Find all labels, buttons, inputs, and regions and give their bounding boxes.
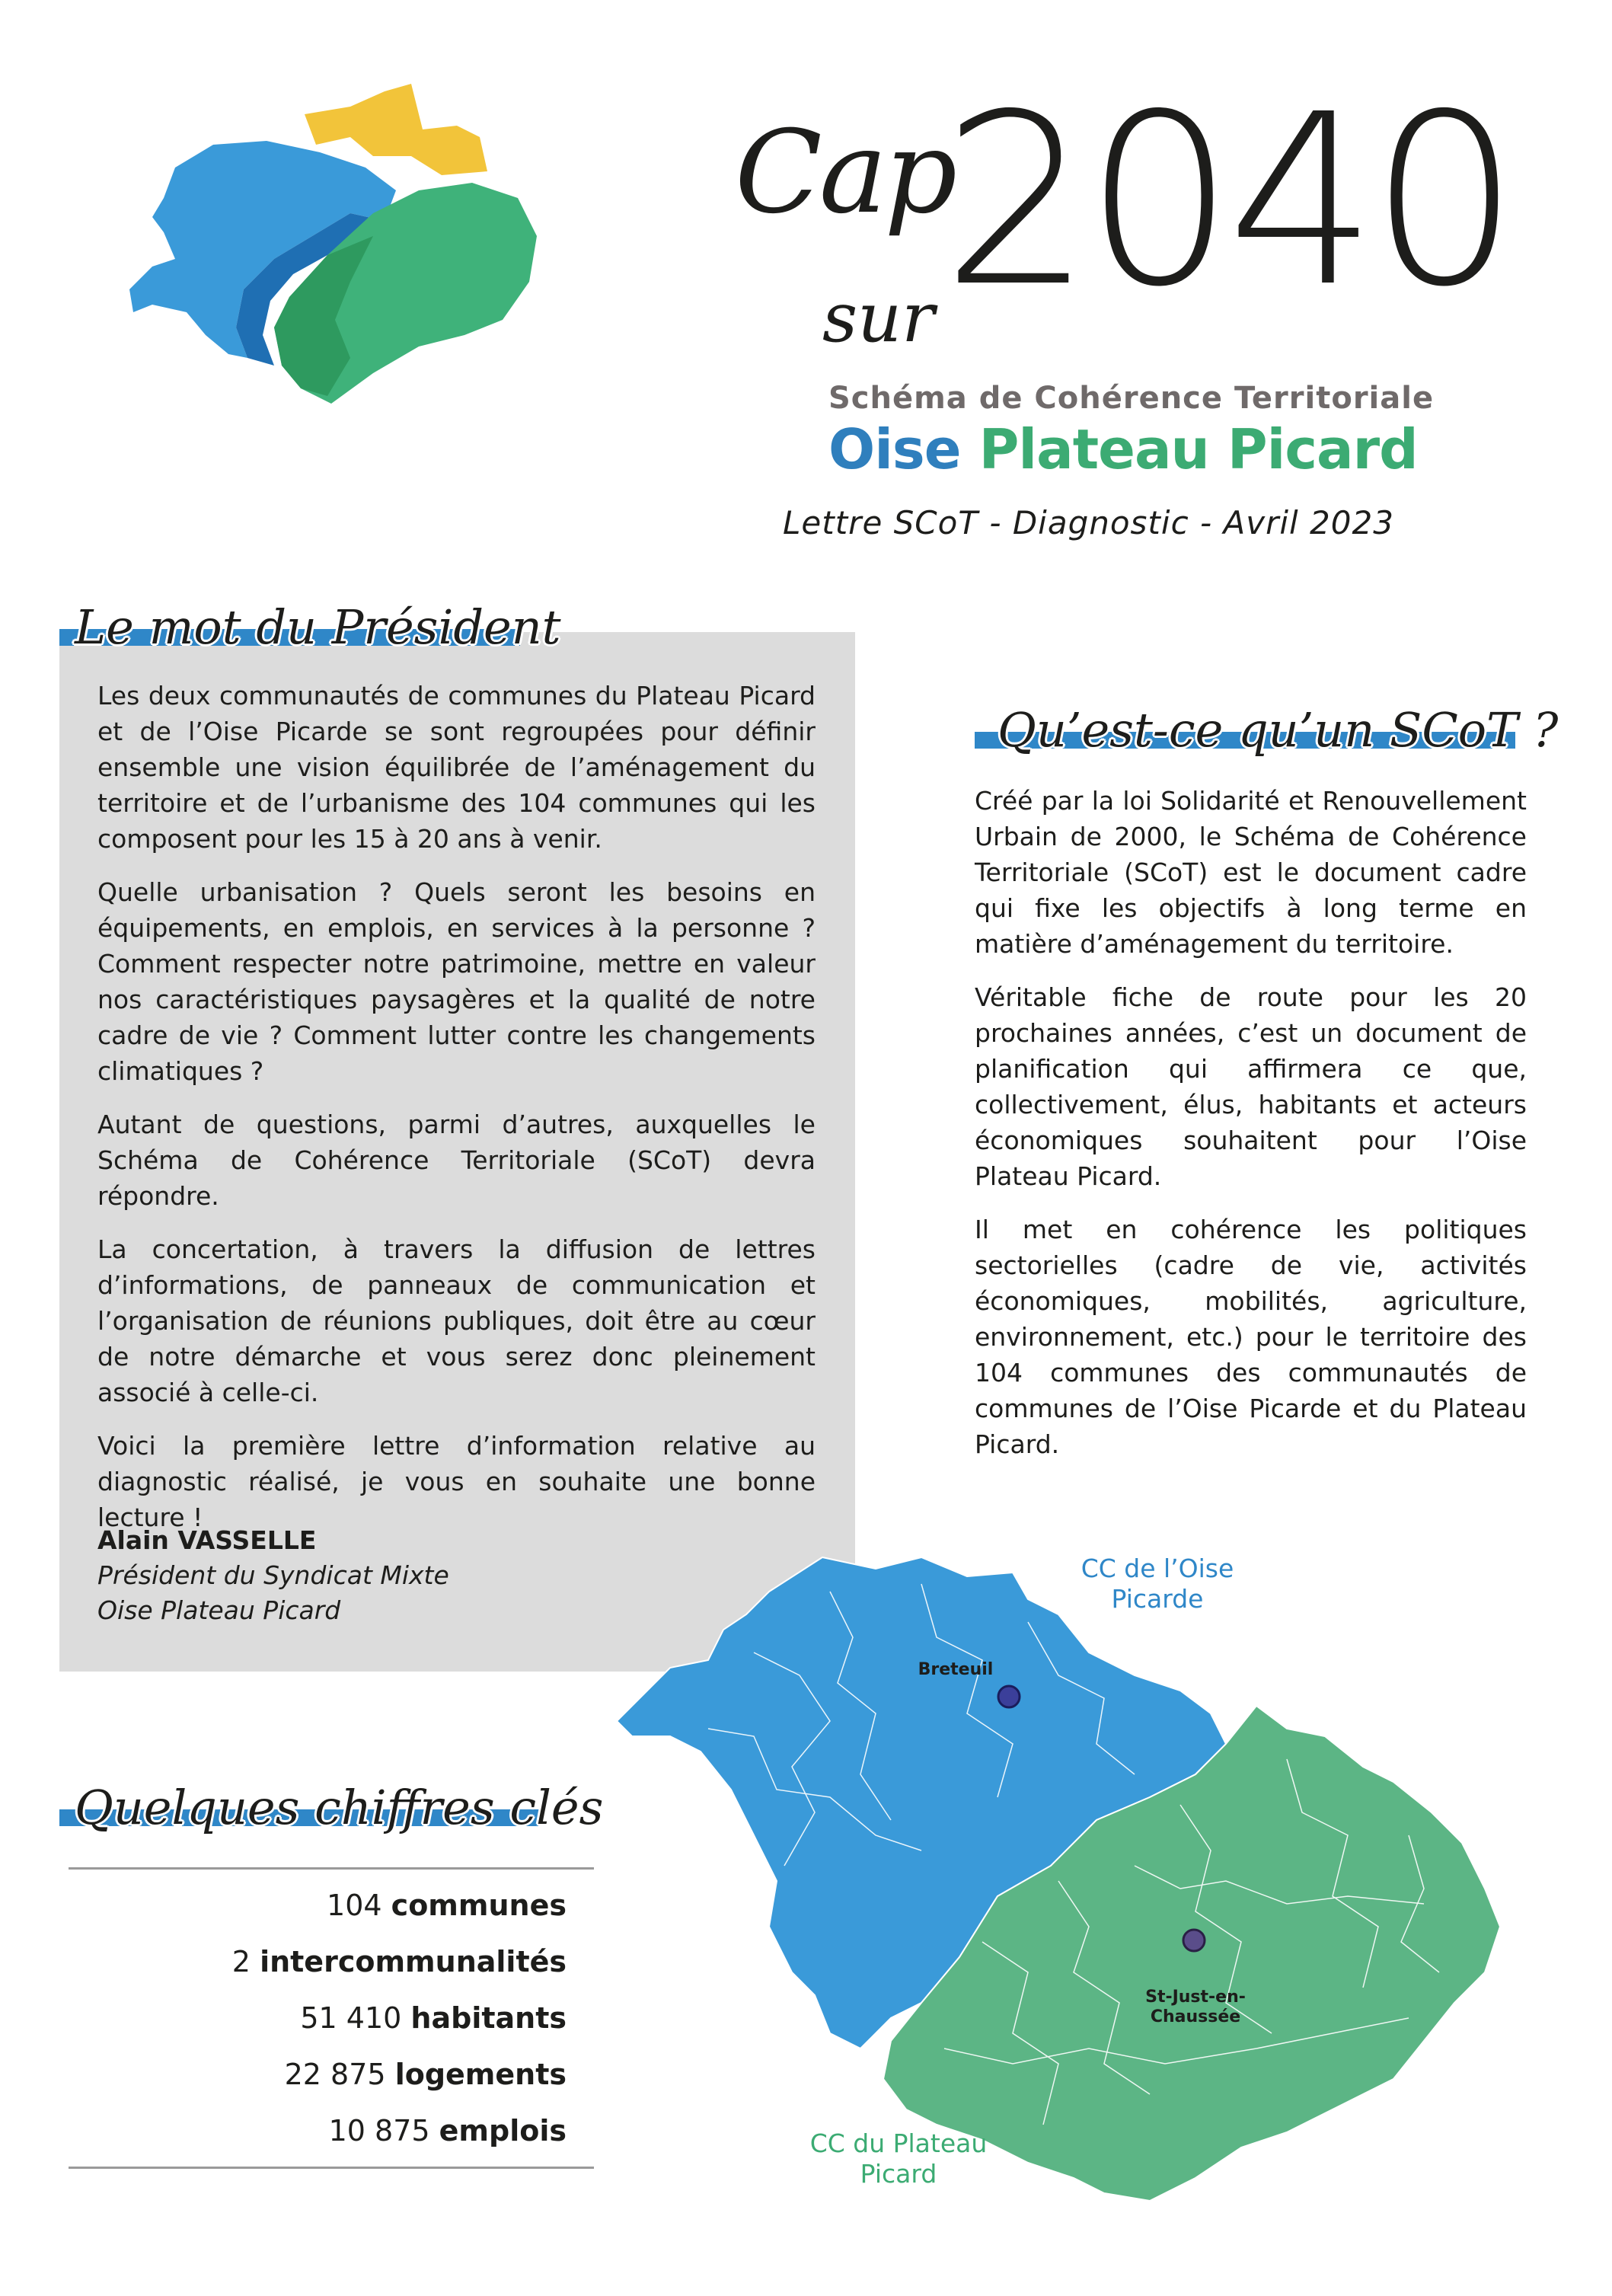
figure-value: 2 [231, 1945, 251, 1978]
figure-row [69, 1990, 594, 2046]
president-paragraph: Autant de questions, parmi d’autres, auxquelles le Schéma de Cohérence Territoriale (SCoT) devra répondre. [97, 1110, 816, 1211]
signature [97, 1523, 449, 1628]
scot-subtitle: Schéma de Cohérence Territoriale [828, 381, 1435, 416]
map-label-plateau-picard-line1: CC du Plateau [809, 2128, 988, 2158]
city-label-st-just-line1: St-Just-en- [1145, 1988, 1246, 2007]
scot-heading-text: Qu’est-ce qu’un SCoT ? [998, 702, 1559, 758]
cap-sur-2040-title [735, 64, 1512, 381]
figure-label: intercommunalités [260, 1945, 567, 1978]
city-label-st-just [1135, 1988, 1256, 2027]
scot-name-picard: Picard [1227, 417, 1418, 481]
map-label-oise-picarde-line2: Picarde [1111, 1584, 1204, 1614]
signature-organisation: Oise Plateau Picard [97, 1595, 341, 1625]
title-year: 2040 [942, 64, 1512, 339]
scot-name-oise: Oise [828, 417, 961, 481]
figures-heading [59, 1774, 604, 1835]
figure-label: emplois [439, 2114, 567, 2148]
figure-value: 104 [327, 1889, 382, 1922]
city-label-st-just-line2: Chaussée [1150, 2007, 1241, 2026]
president-paragraph: Voici la première lettre d’information relative au diagnostic réalisé, je vous en souhaite une bonne lecture ! [97, 1431, 816, 1532]
figure-row [69, 1877, 594, 1934]
scot-name-plateau: Plateau [978, 417, 1209, 481]
figure-row [69, 2046, 594, 2103]
figures-heading-text: Quelques chiffres clés [75, 1780, 604, 1835]
figure-row [69, 1934, 594, 1990]
scot-paragraph: Il met en cohérence les politiques sectorielles (cadre de vie, activités économiques, mobilités, agriculture, environnement, etc.) pour le territoire des 104 communes des communautés de communes de l’Oise Picarde et du Plateau Picard. [975, 1215, 1527, 1459]
president-paragraph: Les deux communautés de communes du Plateau Picard et de l’Oise Picarde se sont regroupées pour définir ensemble une vision équilibrée de l’aménagement du territoire et de l’urbanisme des 104 communes qui les composent pour les 15 à 20 ans à venir. [97, 681, 816, 854]
city-label-breteuil: Breteuil [918, 1660, 994, 1679]
scot-paragraph: Véritable fiche de route pour les 20 prochaines années, c’est un document de planification qui affirmera ce que, collectivement, élus, habitants et acteurs économiques souhaitent pour l’Oise Plateau Picard. [975, 982, 1527, 1191]
title-cap: Cap [735, 107, 955, 239]
city-marker-breteuil [998, 1686, 1020, 1707]
figure-value: 22 875 [284, 2058, 386, 2091]
signature-role: Président du Syndicat Mixte [97, 1560, 449, 1590]
president-heading-text: Le mot du Président [75, 599, 561, 655]
figure-label: logements [394, 2058, 567, 2091]
president-paragraph: La concertation, à travers la diffusion de lettres d’informations, de panneaux de communication et l’organisation de réunions publiques, doit être au cœur de notre démarche et vous serez donc pleinement associé à celle-ci. [97, 1234, 816, 1407]
figure-label: habitants [410, 2001, 567, 2035]
figures-bottom-rule [69, 2167, 594, 2169]
figure-row [69, 2103, 594, 2159]
title-sur: sur [822, 278, 935, 358]
city-marker-st-just [1183, 1930, 1205, 1951]
scot-name [828, 417, 1418, 481]
signature-name: Alain VASSELLE [97, 1525, 317, 1555]
logo-oise-plateau-picard [122, 84, 579, 434]
figure-label: communes [391, 1889, 567, 1922]
map-label-oise-picarde [1043, 1554, 1272, 1614]
map-label-plateau-picard-line2: Picard [860, 2159, 937, 2189]
president-paragraph: Quelle urbanisation ? Quels seront les besoins en équipements, en emplois, en services à la personne ? Comment respecter notre patrimoine, mettre en valeur nos caractéristiques paysagères et la qualité de notre cadre de vie ? Comment lutter contre les changements climatiques ? [97, 877, 816, 1086]
scot-paragraph: Créé par la loi Solidarité et Renouvellement Urbain de 2000, le Schéma de Cohérence Territoriale (SCoT) est le document cadre qui fixe les objectifs à long terme en matière d’aménagement du territoire. [975, 786, 1527, 959]
president-heading [59, 594, 561, 655]
president-text [97, 678, 816, 1553]
scot-text [975, 783, 1527, 1480]
key-figures [69, 1867, 594, 2169]
territory-map [602, 1546, 1561, 2216]
figure-value: 10 875 [328, 2114, 430, 2148]
scot-heading [975, 697, 1559, 758]
figure-value: 51 410 [300, 2001, 402, 2035]
issue-line: Lettre SCoT - Diagnostic - Avril 2023 [783, 504, 1394, 541]
map-label-plateau-picard [784, 2128, 1013, 2189]
map-label-oise-picarde-line1: CC de l’Oise [1081, 1554, 1234, 1583]
